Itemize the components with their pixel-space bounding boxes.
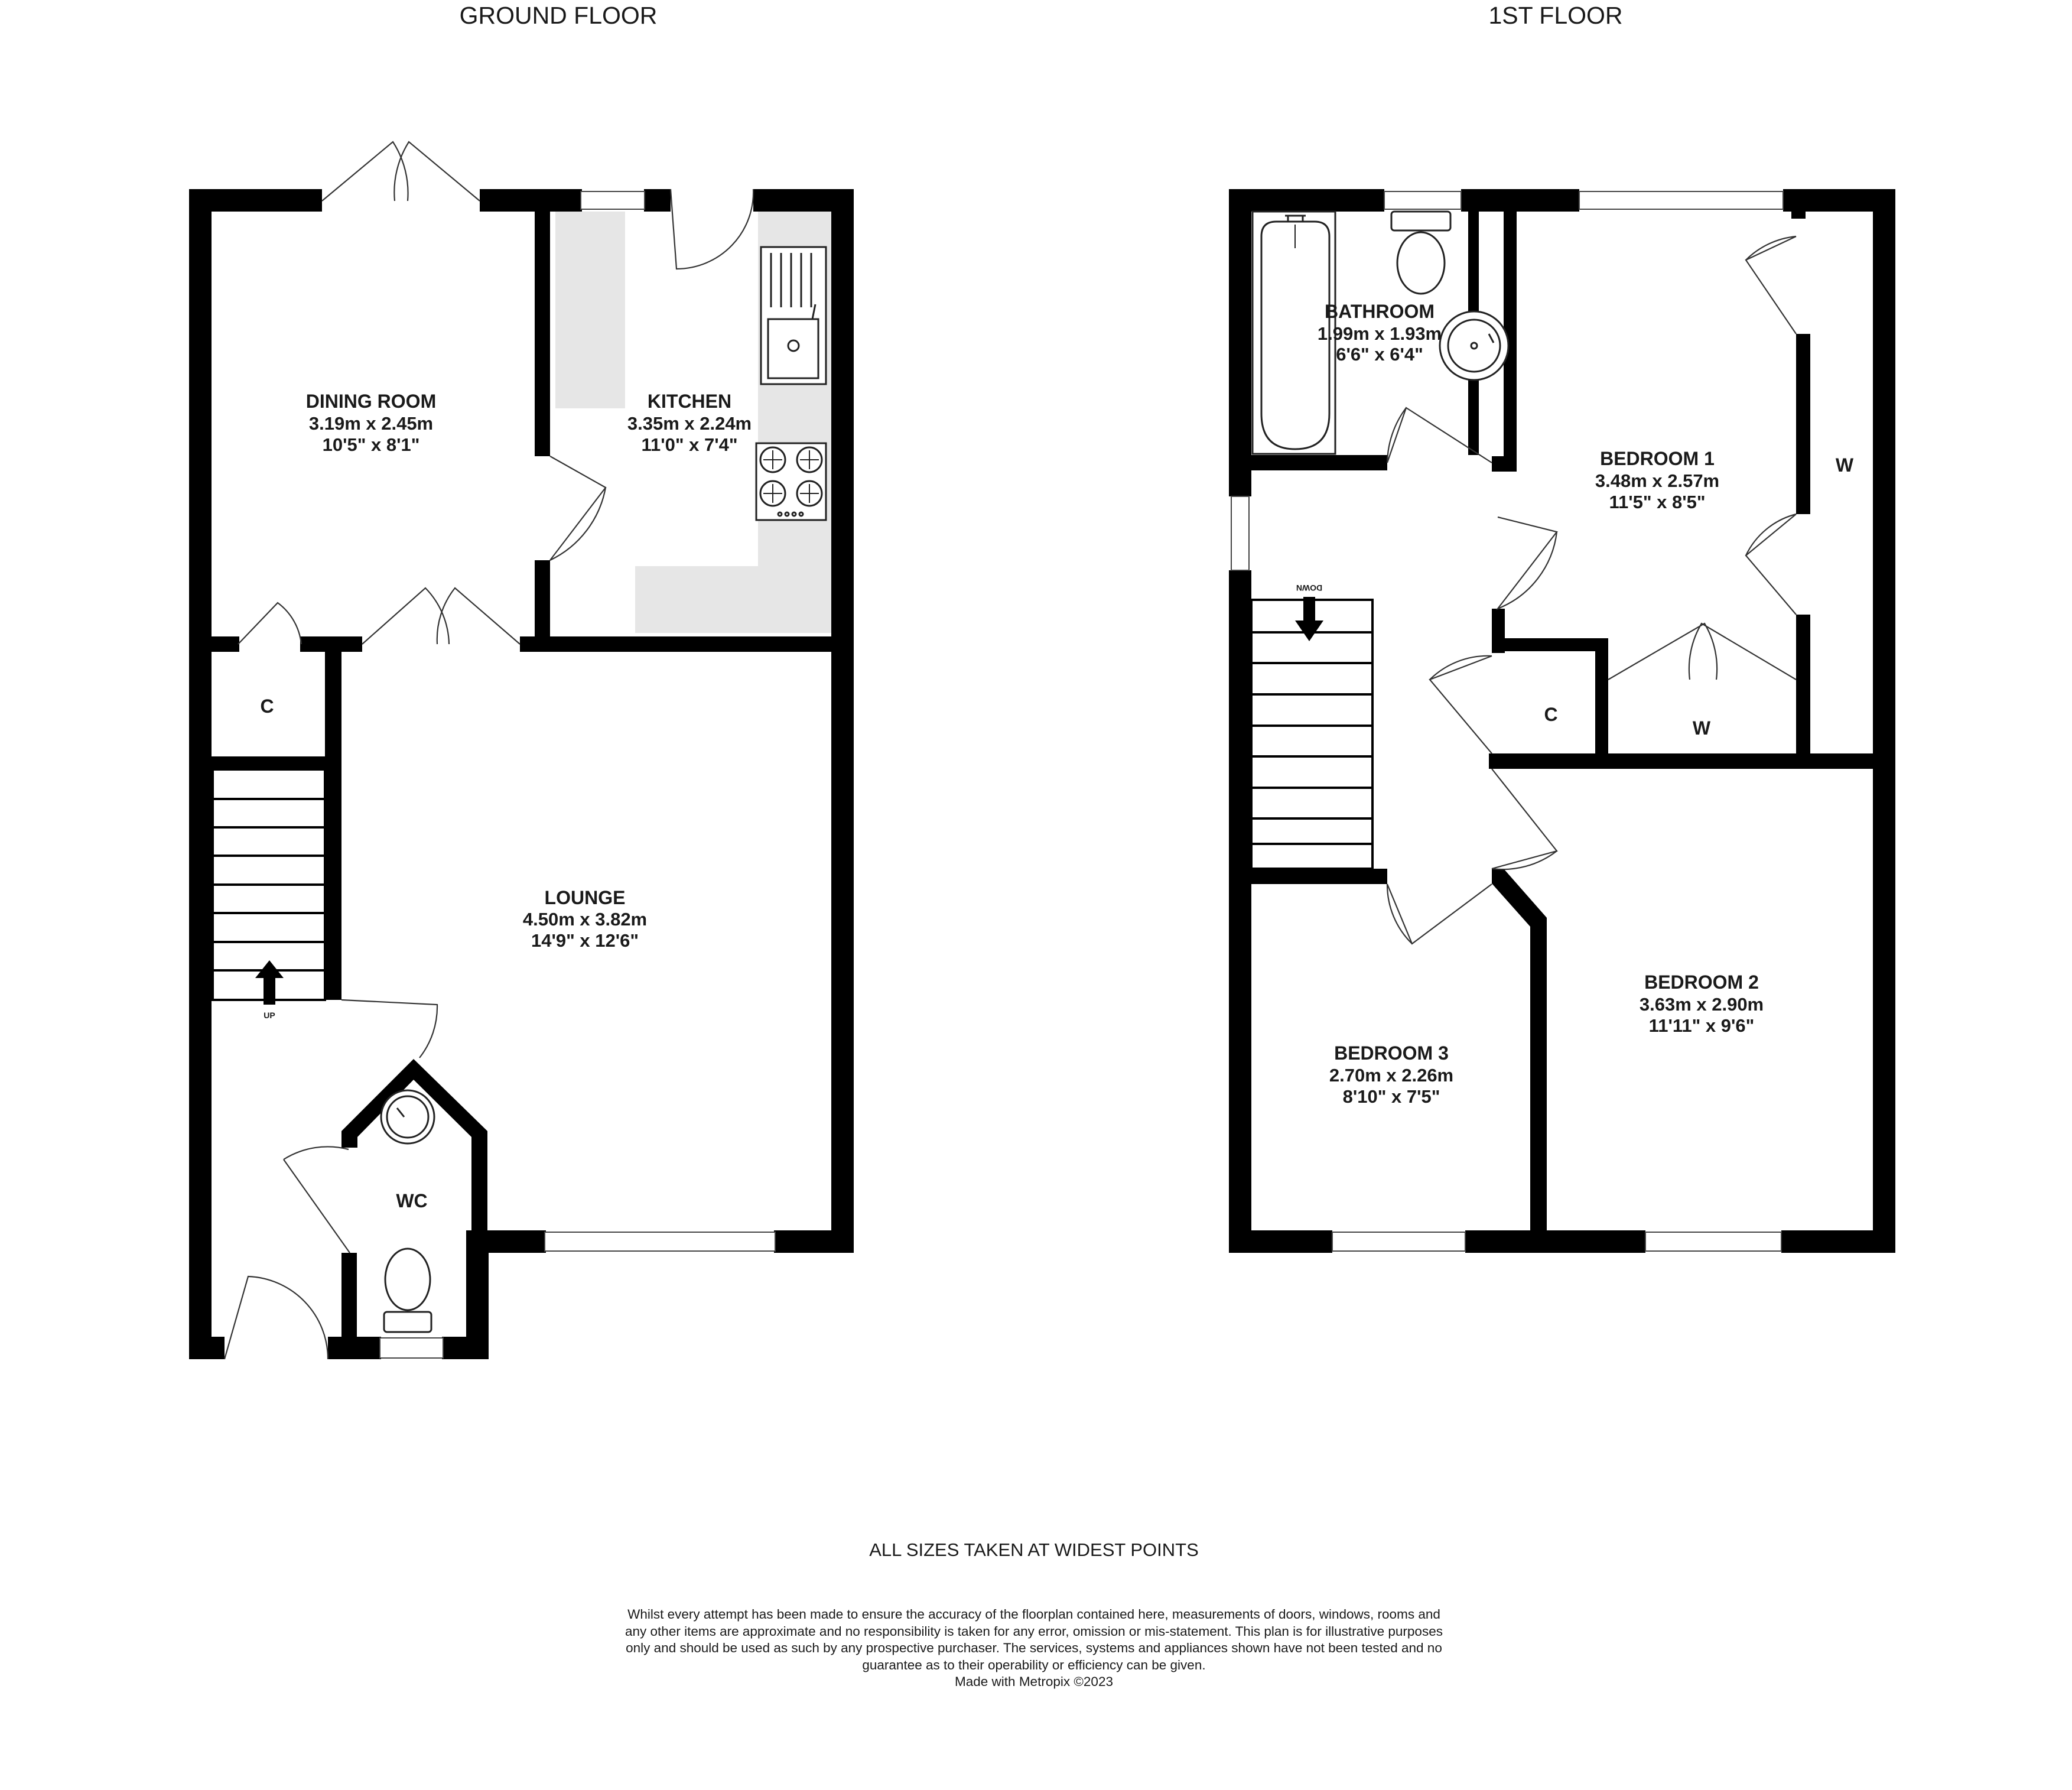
basin-icon [1440, 311, 1508, 380]
room-name: BATHROOM [1324, 301, 1435, 322]
sink-icon [761, 247, 826, 384]
room-wardrobe-label: W [1835, 454, 1854, 476]
toilet-icon [384, 1249, 431, 1332]
room-name: LOUNGE [544, 887, 626, 908]
window [1579, 191, 1783, 209]
ground-floor-title: GROUND FLOOR [459, 2, 658, 29]
room-dimensions-imperial: 6'6" x 6'4" [1336, 344, 1423, 365]
room-bathroom [1318, 301, 1442, 365]
window [380, 1338, 443, 1358]
room-dimensions-metric: 3.19m x 2.45m [308, 413, 434, 434]
disclaimer-text: Whilst every attempt has been made to ensure the accuracy of the floorplan contained here, measurements of doors, windows, rooms and any other items are approximate and no responsibility is taken for any error, omission or mis-statement. This plan is for illustrative purposes only and should be used as such by any prospective purchaser. The services, systems and appliances shown have not been tested and no guarantee as to their operability or efficiency can be given. [625, 1607, 1443, 1672]
room-wc-label: WC [396, 1190, 428, 1211]
room-dimensions-imperial: 10'5" x 8'1" [322, 434, 420, 455]
room-dimensions-metric: 2.70m x 2.26m [1329, 1065, 1454, 1086]
room-bedroom-2 [1640, 972, 1764, 1036]
window [1332, 1232, 1465, 1251]
room-dimensions-metric: 3.35m x 2.24m [627, 413, 752, 434]
basin-icon [381, 1090, 434, 1143]
ground-stairs [213, 769, 325, 1020]
room-name: BEDROOM 3 [1334, 1042, 1449, 1064]
room-name: DINING ROOM [305, 391, 437, 412]
room-dining [306, 391, 436, 455]
room-name: BEDROOM 1 [1600, 448, 1715, 469]
window [1384, 191, 1461, 209]
room-dimensions-imperial: 11'11" x 9'6" [1648, 1015, 1755, 1036]
toilet-icon [1391, 212, 1450, 294]
window [581, 191, 645, 209]
room-cupboard-label: C [1544, 704, 1558, 725]
room-name: BEDROOM 2 [1644, 972, 1759, 993]
room-lounge [523, 887, 647, 951]
kitchen-counter [635, 566, 835, 633]
sizes-note: ALL SIZES TAKEN AT WIDEST POINTS [869, 1539, 1199, 1560]
credit-text: Made with Metropix ©2023 [955, 1674, 1113, 1689]
kitchen-counter [555, 212, 625, 408]
first-stairs [1251, 583, 1372, 869]
room-name: KITCHEN [647, 391, 732, 412]
room-dimensions-imperial: 8'10" x 7'5" [1342, 1086, 1440, 1107]
first-floor-title: 1ST FLOOR [1488, 2, 1623, 29]
room-dimensions-imperial: 11'5" x 8'5" [1609, 492, 1706, 512]
stairs-down-label: DOWN [1296, 583, 1323, 593]
room-bedroom-3 [1329, 1042, 1453, 1107]
ground-floor-doors [225, 142, 753, 1359]
window [545, 1232, 775, 1251]
room-kitchen [627, 391, 752, 455]
room-dimensions-imperial: 11'0" x 7'4" [641, 434, 738, 455]
room-dimensions-metric: 1.99m x 1.93m [1317, 323, 1442, 344]
window [1645, 1232, 1781, 1251]
window [1231, 496, 1249, 570]
ground-floor-plan [189, 2, 854, 1359]
room-bedroom-1 [1595, 448, 1719, 512]
room-dimensions-metric: 3.48m x 2.57m [1595, 470, 1720, 491]
room-dimensions-imperial: 14'9" x 12'6" [531, 930, 639, 951]
room-cupboard-label: C [260, 696, 274, 717]
first-floor-plan [1229, 2, 1895, 1253]
hob-icon [756, 443, 826, 520]
disclaimer [620, 1606, 1448, 1691]
stairs-up-label: UP [264, 1011, 275, 1020]
room-dimensions-metric: 4.50m x 3.82m [522, 909, 648, 930]
room-dimensions-metric: 3.63m x 2.90m [1639, 994, 1764, 1015]
room-wardrobe-label: W [1692, 717, 1711, 739]
